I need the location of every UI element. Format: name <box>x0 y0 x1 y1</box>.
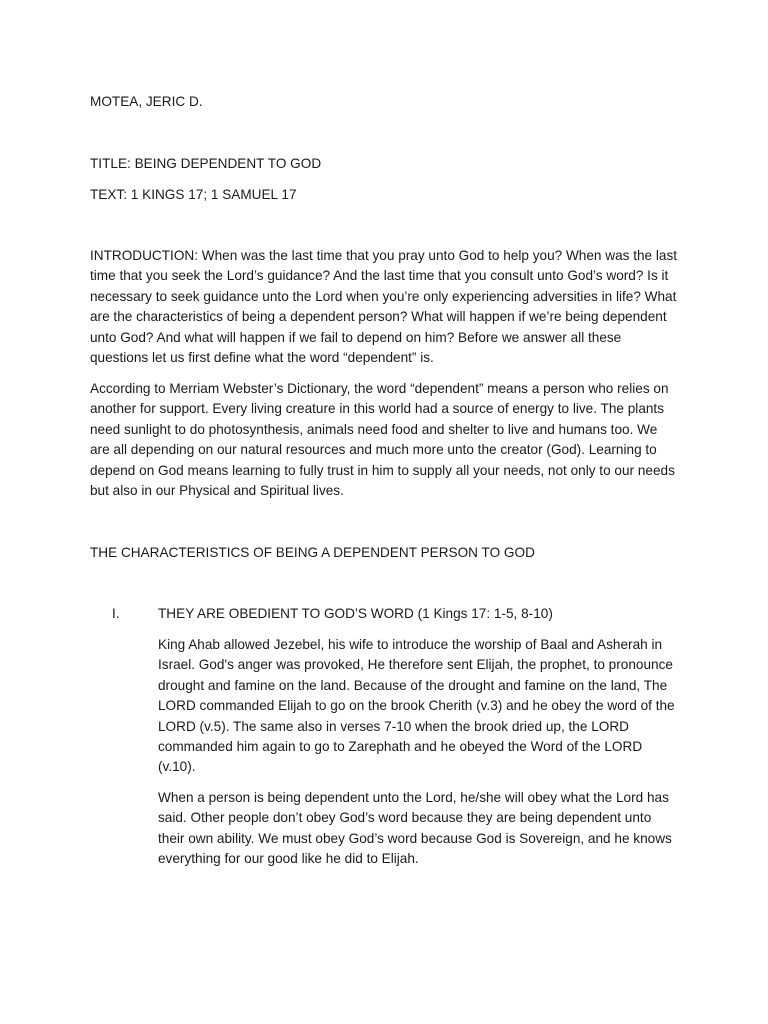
definition-paragraph: According to Merriam Webster’s Dictionary, the word “dependent” means a person who relies on another for support. Every living creature in this world had a source of energy to live. The plants need sunlight to do photosynthesis, animals need food and shelter to live and humans too. We are all depending on our natural resources and much more unto the creator (God). Learning to depend on God means learning to fully trust in him to supply all your needs, not only to our needs but also in our Physical and Spiritual lives. <box>90 381 675 499</box>
point-paragraph: King Ahab allowed Jezebel, his wife to introduce the worship of Baal and Asherah in Israel. God's anger was provoked, He therefore sent Elijah, the prophet, to pronounce drought and famine on the land. Because of the drought and famine on the land, The LORD commanded Elijah to go on the brook Cherith (v.3) and he obey the word of the LORD (v.5). The same also in verses 7-10 when the brook dried up, the LORD commanded him again to go to Zarephath and he obeyed the Word of the LORD (v.10). <box>158 637 675 775</box>
author-name: MOTEA, JERIC D. <box>90 94 203 109</box>
point-heading: THEY ARE OBEDIENT TO GOD’S WORD (1 Kings 17: 1-5, 8-10) <box>158 606 553 621</box>
document-title: TITLE: BEING DEPENDENT TO GOD <box>90 156 322 171</box>
section-heading: THE CHARACTERISTICS OF BEING A DEPENDENT PERSON TO GOD <box>90 545 535 560</box>
text-reference: TEXT: 1 KINGS 17; 1 SAMUEL 17 <box>90 187 297 202</box>
introduction-paragraph: INTRODUCTION: When was the last time that you pray unto God to help you? When was the last time that you seek the Lord’s guidance? And the last time that you consult unto God’s word? Is it necessary to seek guidance unto the Lord when you’re only experiencing adversities in life? What are the characteristics of being a dependent person? What will happen if we’re being dependent unto God? And what will happen if we fail to depend on him? Before we answer all these questions let us first define what the word “dependent” is. <box>90 248 678 366</box>
point-paragraph: When a person is being dependent unto the Lord, he/she will obey what the Lord has said. Other people don’t obey God’s word because they are being dependent unto their own ability. We must obey God’s word because God is Sovereign, and he knows everything for our good like he did to Elijah. <box>158 790 672 867</box>
point-numeral: I. <box>112 606 120 621</box>
